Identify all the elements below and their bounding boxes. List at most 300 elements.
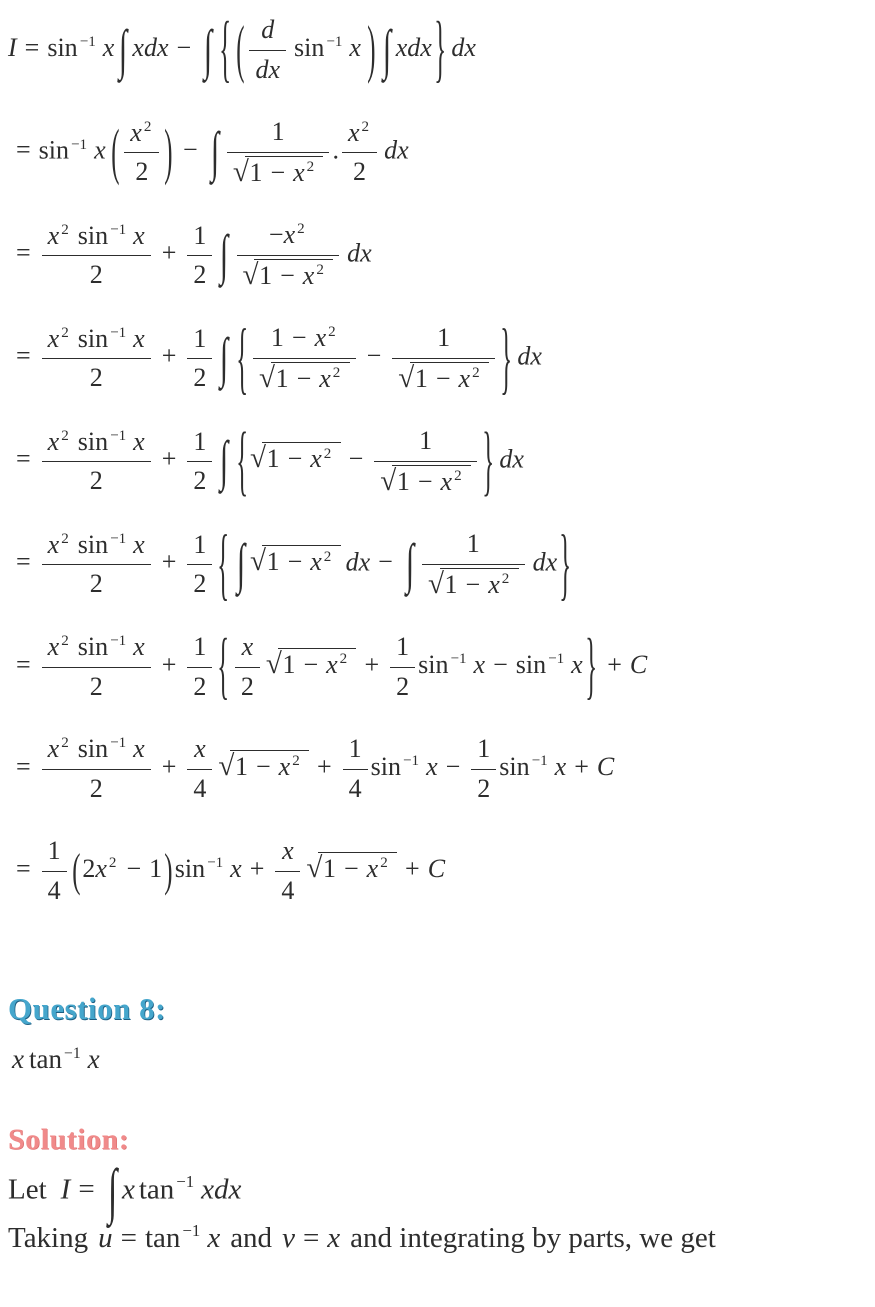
math-num (275, 835, 300, 871)
math-sqrt-radical (250, 545, 341, 579)
math-superscript: −1 (531, 753, 548, 770)
math-delimiter: { (235, 312, 248, 402)
math-den (249, 50, 286, 87)
math-roman-text: 2 (193, 569, 207, 598)
math-operator: − (303, 649, 319, 679)
math-italic-variable: dx (451, 32, 476, 62)
math-superscript: 2 (143, 118, 152, 135)
math-den (392, 358, 495, 396)
math-fraction (124, 117, 159, 189)
math-superscript: −1 (110, 324, 127, 341)
math-roman-text: sin (77, 220, 109, 250)
math-den (187, 564, 212, 601)
math-operator: = (302, 1221, 320, 1254)
math-fraction (42, 220, 151, 292)
math-italic-variable: xdx (395, 32, 432, 62)
math-roman-text: 4 (281, 875, 295, 905)
math-roman-text: 1 (270, 323, 284, 352)
math-sqrt-radical (243, 259, 334, 293)
math-italic-variable: x (133, 323, 145, 353)
math-den (342, 152, 377, 189)
math-delimiter: } (585, 623, 597, 708)
math-roman-text: sin (174, 853, 206, 883)
math-roman-text: and integrating by parts, we get (350, 1221, 716, 1254)
math-delimiter: } (559, 518, 572, 608)
math-integral-icon: ∫ (119, 17, 128, 80)
math-operator: = (16, 547, 31, 577)
math-roman-text: 2 (82, 853, 96, 883)
math-roman-text: sin (77, 734, 109, 763)
math-rc (392, 465, 471, 499)
math-num (187, 220, 212, 256)
equation-line-6 (8, 518, 869, 608)
math-italic-variable: x (347, 117, 360, 147)
math-operator: + (161, 341, 177, 371)
math-delimiter: { (219, 6, 232, 91)
math-italic-variable: dx (345, 547, 371, 577)
math-italic-variable: x (310, 547, 322, 577)
math-fraction (342, 117, 377, 189)
math-rc (262, 442, 341, 476)
math-operator: + (364, 649, 380, 679)
math-italic-variable: x (207, 1221, 221, 1254)
math-roman-text: sin (515, 649, 547, 679)
math-roman-text: tan (28, 1044, 62, 1074)
math-fraction (42, 426, 151, 498)
math-rc (245, 156, 324, 190)
math-operator: + (249, 853, 265, 883)
math-fraction (343, 733, 368, 805)
math-superscript: 2 (328, 324, 336, 341)
math-operator: = (24, 32, 40, 62)
math-num (235, 631, 260, 667)
math-roman-text: 1 (149, 853, 163, 883)
math-italic-variable: dx (532, 547, 558, 577)
math-num (42, 323, 151, 359)
math-den (237, 255, 340, 293)
math-rc (271, 362, 350, 396)
math-den (187, 461, 212, 498)
math-superscript: 2 (306, 158, 315, 175)
math-roman-text: 2 (193, 363, 207, 392)
math-operator: = (16, 751, 31, 781)
math-italic-variable: dx (499, 444, 524, 474)
equation-line-1 (8, 6, 869, 91)
math-radical-icon: √ (232, 155, 249, 188)
math-italic-variable: x (87, 1044, 100, 1074)
math-delimiter: ) (164, 116, 173, 187)
math-roman-text: 1 (414, 363, 428, 393)
math-roman-text: 2 (477, 773, 491, 803)
math-radical-icon: √ (249, 545, 266, 578)
math-fraction (187, 733, 212, 805)
math-roman-text: 2 (240, 671, 254, 701)
math-den (187, 255, 212, 292)
math-num (187, 529, 212, 565)
math-italic-variable: C (629, 649, 648, 679)
math-fraction (227, 116, 330, 189)
math-fraction (422, 528, 525, 601)
math-italic-variable: x (327, 1221, 341, 1254)
math-italic-variable: x (473, 649, 486, 679)
math-den (235, 667, 260, 704)
math-fraction (187, 631, 212, 703)
math-operator: − (378, 547, 393, 577)
math-roman-text: 1 (322, 853, 336, 883)
math-roman-text: sin (47, 32, 78, 62)
math-superscript: −1 (403, 753, 420, 770)
math-operator: = (16, 238, 31, 268)
math-superscript: 2 (501, 570, 510, 587)
math-num (471, 733, 496, 769)
math-superscript: 2 (61, 221, 69, 238)
math-sqrt-radical (398, 362, 489, 396)
math-num (124, 117, 159, 153)
math-italic-variable: x (194, 734, 206, 763)
math-operator: − (417, 466, 433, 496)
math-sqrt-radical (259, 362, 350, 396)
math-den (187, 667, 212, 704)
math-roman-text: 1 (47, 836, 61, 865)
math-integral-icon: ∫ (204, 17, 213, 80)
math-italic-variable: dx (384, 135, 409, 165)
math-roman-text: 1 (193, 323, 207, 353)
math-fraction (42, 529, 151, 601)
math-operator: = (16, 341, 31, 371)
math-operator: − (435, 363, 451, 393)
math-integral-icon: ∫ (220, 326, 229, 388)
question-expression (12, 1043, 869, 1077)
math-superscript: −1 (207, 855, 224, 872)
math-roman-text: Taking (8, 1221, 89, 1254)
math-den (471, 769, 496, 806)
math-fraction (187, 220, 212, 292)
math-integral-icon: ∫ (220, 223, 229, 285)
math-num (342, 117, 377, 153)
math-den (42, 358, 151, 395)
math-roman-text: sin (77, 323, 109, 353)
math-fraction (471, 733, 496, 805)
math-delimiter: ( (235, 12, 245, 85)
math-sqrt-radical (250, 442, 341, 476)
math-num (42, 631, 151, 667)
math-italic-variable: C (596, 751, 615, 781)
math-italic-variable: x (47, 323, 60, 353)
math-num (42, 426, 151, 462)
math-italic-variable: x (47, 220, 60, 250)
math-italic-variable: v (282, 1221, 295, 1254)
math-roman-text: 1 (419, 426, 433, 455)
math-roman-text: sin (38, 135, 70, 165)
math-italic-variable: x (314, 323, 327, 352)
equation-line-5 (8, 416, 869, 504)
math-roman-text: tan (144, 1221, 181, 1254)
math-den (227, 152, 330, 190)
math-den (422, 564, 525, 602)
math-num (343, 733, 368, 769)
math-roman-text: 2 (89, 466, 103, 495)
math-superscript: 2 (472, 364, 480, 381)
math-roman-text: 2 (89, 363, 103, 392)
math-italic-variable: x (278, 751, 291, 781)
math-roman-text: 1 (234, 751, 248, 781)
math-radical-icon: √ (398, 361, 415, 394)
math-italic-variable: x (121, 1173, 135, 1205)
math-italic-variable: xdx (201, 1173, 242, 1205)
math-italic-variable: x (326, 649, 338, 679)
math-den (374, 461, 477, 499)
math-roman-text: 1 (477, 734, 491, 763)
math-operator: = (120, 1221, 137, 1254)
math-italic-variable: dx (517, 341, 542, 371)
math-superscript: −1 (63, 1045, 81, 1062)
math-superscript: 2 (61, 633, 69, 650)
math-operator: + (574, 751, 589, 781)
math-roman-text: 1 (444, 569, 458, 599)
math-superscript: −1 (110, 735, 127, 752)
math-radical-icon: √ (249, 442, 266, 475)
math-italic-variable: x (12, 1044, 24, 1074)
math-num (237, 219, 340, 255)
math-roman-text: 1 (348, 734, 362, 763)
math-num (227, 116, 330, 152)
math-superscript: 2 (454, 467, 462, 484)
math-rc (410, 362, 489, 396)
math-radical-icon: √ (258, 361, 275, 394)
math-superscript: 2 (332, 364, 341, 381)
math-operator: = (78, 1173, 95, 1205)
math-roman-text: 1 (282, 649, 296, 679)
math-operator: = (16, 649, 31, 679)
math-roman-text: sin (294, 32, 325, 62)
math-integral-icon: ∫ (220, 429, 229, 491)
math-num (187, 323, 212, 359)
math-italic-variable: x (95, 853, 107, 883)
math-radical-icon: √ (265, 647, 282, 680)
math-sqrt-radical (266, 648, 357, 682)
math-operator: − (291, 323, 307, 352)
math-superscript: −1 (182, 1221, 201, 1241)
math-italic-variable: x (440, 466, 453, 496)
math-roman-text: − (268, 220, 284, 249)
math-delimiter: { (217, 518, 230, 608)
math-roman-text: 1 (437, 323, 451, 352)
math-superscript: 2 (316, 261, 324, 278)
math-italic-variable: x (47, 632, 60, 661)
math-integral-icon: ∫ (382, 17, 391, 80)
math-roman-text: 1 (193, 632, 207, 661)
math-fraction (42, 835, 67, 907)
math-roman-text: 2 (396, 671, 410, 701)
math-rc (254, 259, 333, 293)
math-operator: + (317, 751, 332, 781)
math-superscript: −1 (71, 136, 88, 153)
math-italic-variable: dx (255, 54, 280, 84)
math-roman-text: tan (138, 1173, 175, 1205)
math-fraction (249, 14, 286, 86)
math-italic-variable: C (427, 853, 446, 883)
math-roman-text: Let (8, 1173, 47, 1205)
math-italic-variable: x (133, 220, 145, 250)
math-italic-variable: x (366, 853, 379, 883)
equation-line-7 (8, 623, 869, 708)
math-superscript: 2 (61, 735, 69, 752)
math-operator: − (465, 569, 481, 599)
math-sqrt-radical (428, 568, 519, 602)
math-roman-text: 2 (89, 773, 103, 803)
math-den (390, 667, 415, 704)
math-fraction (235, 631, 260, 703)
equation-line-8 (8, 733, 869, 805)
math-operator: − (255, 751, 271, 781)
math-italic-variable: I (60, 1173, 71, 1205)
math-roman-text: 2 (89, 671, 103, 701)
math-delimiter: { (217, 623, 230, 708)
math-den (42, 667, 151, 704)
math-num (187, 631, 212, 667)
math-operator: − (366, 341, 382, 371)
math-roman-text: 1 (396, 632, 410, 661)
equation-line-4 (8, 312, 869, 402)
math-operator: − (287, 444, 303, 474)
math-superscript: 2 (361, 118, 370, 135)
math-italic-variable: x (571, 649, 583, 679)
math-superscript: 2 (323, 548, 332, 565)
math-num (187, 426, 212, 462)
math-delimiter: ( (71, 844, 81, 897)
math-fraction (237, 219, 340, 292)
math-integral-icon: ∫ (236, 532, 246, 594)
math-superscript: 2 (292, 753, 300, 770)
math-radical-icon: √ (218, 749, 235, 782)
math-den (42, 461, 151, 498)
math-num (42, 220, 151, 256)
math-italic-variable: x (47, 426, 60, 456)
math-integral-icon: ∫ (107, 1155, 117, 1225)
math-italic-variable: I (8, 32, 17, 62)
math-rc (278, 648, 357, 682)
math-den (42, 769, 151, 806)
math-delimiter: ( (110, 116, 120, 187)
math-delimiter: } (500, 312, 513, 402)
question-heading: Question 8: (8, 991, 166, 1026)
math-operator: − (176, 32, 192, 62)
math-fraction (275, 835, 300, 907)
math-num (42, 835, 67, 871)
math-operator: + (161, 444, 177, 474)
math-italic-variable: x (230, 853, 242, 883)
math-rc (318, 852, 397, 886)
math-integral-icon: ∫ (210, 120, 219, 182)
solution-heading: Solution: (8, 1122, 130, 1156)
math-operator: + (161, 238, 177, 268)
math-den (343, 769, 368, 806)
math-sqrt-radical (306, 852, 397, 886)
math-operator: − (126, 853, 142, 883)
math-fraction (187, 323, 212, 395)
math-superscript: −1 (548, 651, 565, 668)
math-roman-text: 4 (193, 773, 207, 803)
math-operator: − (348, 444, 364, 474)
math-roman-text: 1 (259, 260, 273, 290)
math-num (392, 322, 495, 358)
math-fraction (42, 631, 151, 703)
math-den (42, 255, 151, 292)
math-num (249, 14, 286, 50)
math-roman-text: sin (370, 751, 402, 781)
math-superscript: −1 (110, 221, 127, 238)
math-operator: = (16, 853, 31, 883)
math-roman-text: sin (77, 632, 109, 661)
math-roman-text: 1 (266, 547, 280, 577)
math-italic-variable: x (102, 32, 115, 62)
math-italic-variable: x (133, 529, 145, 559)
math-italic-variable: x (319, 363, 331, 393)
math-delimiter: { (235, 416, 248, 504)
math-italic-variable: x (349, 32, 361, 62)
math-italic-variable: x (283, 220, 296, 249)
math-den (187, 358, 212, 395)
math-italic-variable: x (241, 632, 254, 661)
math-num (42, 529, 151, 565)
math-operator: + (405, 853, 420, 883)
math-radical-icon: √ (306, 851, 323, 884)
math-superscript: 2 (323, 445, 332, 462)
math-operator: − (493, 649, 508, 679)
math-roman-text: . (332, 135, 339, 165)
math-fraction (253, 322, 356, 395)
math-roman-text: 2 (89, 569, 103, 598)
math-operator: − (270, 157, 286, 187)
math-rc (440, 568, 519, 602)
math-radical-icon: √ (427, 567, 444, 600)
math-operator: − (183, 135, 198, 165)
math-roman-text: 1 (396, 466, 410, 496)
math-italic-variable: x (47, 529, 60, 559)
math-italic-variable: x (554, 751, 567, 781)
equation-line-2 (8, 116, 869, 189)
math-roman-text: sin (499, 751, 530, 781)
math-fraction (374, 425, 477, 498)
equation-line-9 (8, 835, 869, 907)
math-superscript: −1 (326, 34, 343, 51)
math-roman-text: 4 (348, 773, 362, 803)
math-den (187, 769, 212, 806)
math-num (390, 631, 415, 667)
math-superscript: −1 (176, 1172, 195, 1192)
math-radical-icon: √ (380, 464, 397, 497)
math-italic-variable: x (293, 157, 305, 187)
math-operator: − (280, 260, 295, 290)
math-operator: − (287, 547, 303, 577)
math-italic-variable: x (302, 260, 315, 290)
math-superscript: 2 (380, 855, 388, 872)
math-den (253, 358, 356, 396)
math-sqrt-radical (380, 465, 471, 499)
math-delimiter: ) (367, 12, 376, 85)
math-italic-variable: x (282, 836, 294, 865)
math-operator: + (607, 649, 622, 679)
math-italic-variable: x (133, 426, 145, 456)
math-superscript: 2 (108, 855, 117, 872)
math-roman-text: 2 (135, 157, 149, 186)
math-operator: + (161, 751, 177, 781)
math-den (42, 871, 67, 908)
math-italic-variable: x (310, 444, 322, 474)
math-superscript: −1 (110, 633, 127, 650)
math-operator: = (16, 444, 31, 474)
taking-line (8, 1220, 869, 1256)
